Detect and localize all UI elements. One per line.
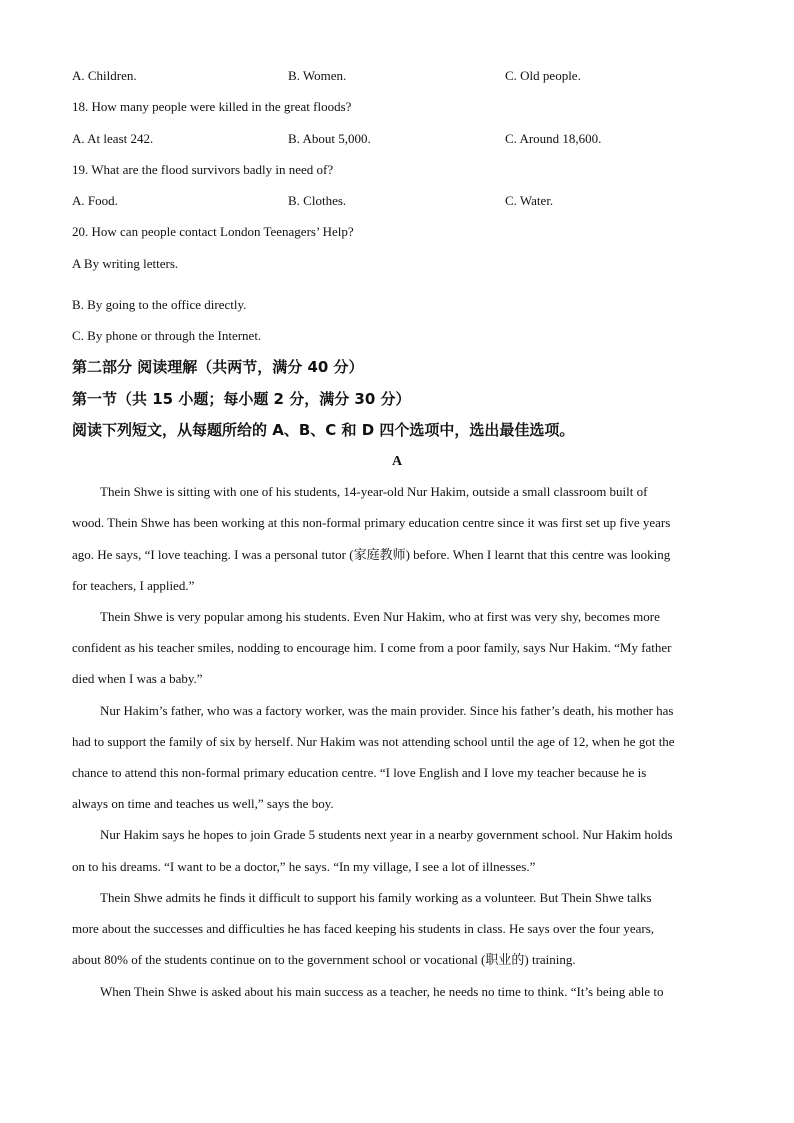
passage-line: Thein Shwe is sitting with one of his students, 14-year-old Nur Hakim, outside a small classroom built of (100, 484, 648, 499)
q17-option-a: A. Children. (72, 68, 137, 83)
passage-line: confident as his teacher smiles, nodding to encourage him. I come from a poor family, says Nur Hakim. “My father (72, 640, 672, 655)
passage-line: had to support the family of six by herself. Nur Hakim was not attending school until the age of 12, when he got the (72, 734, 675, 749)
passage-line: wood. Thein Shwe has been working at this non-formal primary education centre since it was first set up five years (72, 515, 671, 530)
passage-line: always on time and teaches us well,” says the boy. (72, 796, 334, 811)
q20-option-a: A By writing letters. (72, 256, 179, 271)
passage-line: about 80% of the students continue on to the government school or vocational (职业的) training. (72, 952, 576, 967)
q18-option-b: B. About 5,000. (288, 131, 371, 146)
q19-option-b: B. Clothes. (288, 193, 347, 208)
q20-option-b: B. By going to the office directly. (72, 297, 247, 312)
passage-label: A (391, 454, 403, 469)
q19-question: 19. What are the flood survivors badly in need of? (72, 162, 334, 177)
passage-line: Thein Shwe admits he finds it difficult to support his family working as a volunteer. But Thein Shwe talks (100, 890, 652, 905)
q17-option-c: C. Old people. (505, 68, 581, 83)
q17-option-b: B. Women. (288, 68, 347, 83)
passage-line: died when I was a baby.” (72, 671, 203, 686)
q20-question: 20. How can people contact London Teenagers’ Help? (72, 224, 354, 239)
passage-line: When Thein Shwe is asked about his main success as a teacher, he needs no time to think. “It’s being able to (100, 984, 664, 999)
passage-line: more about the successes and difficulties he has faced keeping his students in class. He says over the four years, (72, 921, 655, 936)
q18-option-c: C. Around 18,600. (505, 131, 602, 146)
q18-question: 18. How many people were killed in the great floods? (72, 99, 352, 114)
passage-line: Nur Hakim’s father, who was a factory worker, was the main provider. Since his father’s death, his mother has (100, 703, 674, 718)
part2-heading: 第二部分 阅读理解（共两节，满分 40 分） (72, 358, 364, 376)
instruction-heading: 阅读下列短文，从每题所给的 A、B、C 和 D 四个选项中，选出最佳选项。 (72, 421, 575, 439)
q19-option-a: A. Food. (72, 193, 118, 208)
q19-option-c: C. Water. (505, 193, 554, 208)
passage-line: ago. He says, “I love teaching. I was a personal tutor (家庭教师) before. When I learnt that this centre was looking (72, 547, 671, 562)
section1-heading: 第一节（共 15 小题；每小题 2 分，满分 30 分） (72, 390, 411, 408)
passage-line: Nur Hakim says he hopes to join Grade 5 students next year in a nearby government school. Nur Hakim holds (100, 827, 673, 842)
passage-line: chance to attend this non-formal primary education centre. “I love English and I love my teacher because he is (72, 765, 647, 780)
passage-line: on to his dreams. “I want to be a doctor,” he says. “In my village, I see a lot of illnesses.” (72, 859, 536, 874)
passage-line: for teachers, I applied.” (72, 578, 195, 593)
q20-option-c: C. By phone or through the Internet. (72, 328, 262, 343)
q18-option-a: A. At least 242. (72, 131, 154, 146)
passage-line: Thein Shwe is very popular among his students. Even Nur Hakim, who at first was very shy, becomes more (100, 609, 660, 624)
